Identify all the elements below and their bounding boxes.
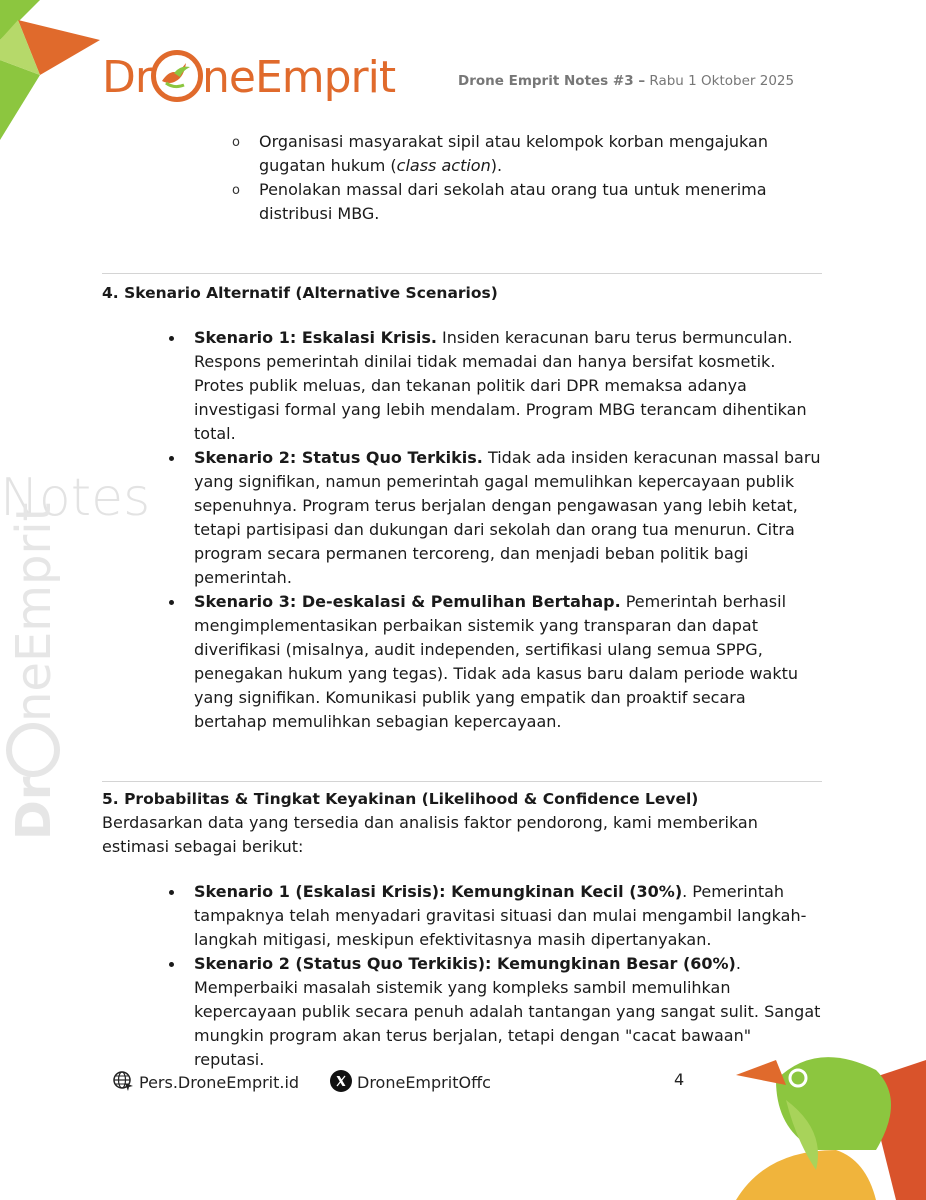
doc-title: Drone Emprit Notes #3 –: [458, 73, 646, 89]
list-item: Skenario 2 (Status Quo Terkikis): Kemungkinan Besar (60%). Memperbaiki masalah sistemik yang kompleks sambil memulihkan kepercayaan publik secara penuh adalah tantangan yang sangat sulit. Sangat mungkin program akan terus berjalan, tetapi dengan "cacat bawaan" reputasi.: [194, 952, 822, 1072]
footer-website[interactable]: Pers.DroneEmprit.id: [112, 1070, 299, 1092]
watermark-notes: Notes: [0, 470, 150, 528]
scenario-list: [102, 326, 822, 734]
list-item: o Penolakan massal dari sekolah atau orang tua untuk menerima distribusi MBG.: [259, 178, 819, 226]
intro-list: [102, 130, 819, 226]
list-item: Skenario 3: De-eskalasi & Pemulihan Bertahap. Pemerintah berhasil mengimplementasikan perbaikan sistemik yang transparan dan dapat diverifikasi (misalnya, audit independen, sertifikasi ulang semua SPPG, penegakan hukum yang tegas). Tidak ada kasus baru dalam periode waktu yang signifikan. Komunikasi publik yang empatik dan proaktif secara bertahap memulihkan sebagian kepercayaan.: [194, 590, 822, 734]
probability-list: [102, 880, 822, 1072]
logo-part2: ne: [201, 52, 255, 103]
list-item: Skenario 1 (Eskalasi Krisis): Kemungkinan Kecil (30%). Pemerintah tampaknya telah menyadari gravitasi situasi dan mulai mengambil langkah-langkah mitigasi, meskipun efektivitasnya masih dipertanyakan.: [194, 880, 822, 952]
header-meta: [458, 73, 794, 89]
logo-part1: Dr: [102, 52, 152, 103]
list-item: Skenario 2: Status Quo Terkikis. Tidak ada insiden keracunan massal baru yang signifikan, namun pemerintah gagal memulihkan kepercayaan publik sepenuhnya. Program terus berjalan dengan pengawasan yang lebih ketat, tetapi partisipasi dan dukungan dari sekolah dan orang tua menurun. Citra program secara permanen tercoreng, dan menjadi beban politik bagi pemerintah.: [194, 446, 822, 590]
logo-bird-icon: [151, 50, 203, 102]
section-5-title: 5. Probabilitas & Tingkat Keyakinan (Likelihood & Confidence Level): [102, 790, 699, 808]
divider: [102, 273, 822, 274]
list-item: o Organisasi masyarakat sipil atau kelompok korban mengajukan gugatan hukum (class action).: [259, 130, 819, 178]
section-5-intro: Berdasarkan data yang tersedia dan analisis faktor pendorong, kami memberikan estimasi sebagai berikut:: [102, 813, 758, 856]
logo-part3: Emprit: [254, 52, 396, 103]
page-number: 4: [674, 1070, 685, 1089]
corner-decoration-top-left: [0, 0, 110, 150]
list-item: Skenario 1: Eskalasi Krisis. Insiden keracunan baru terus bermunculan. Respons pemerintah dinilai tidak memadai dan hanya bersifat kosmetik. Protes publik meluas, dan tekanan politik dari DPR memaksa adanya investigasi formal yang lebih mendalam. Program MBG terancam dihentikan total.: [194, 326, 822, 446]
watermark-brand-b: neEmprit: [6, 502, 62, 722]
logo: [102, 50, 395, 103]
page-content: [102, 130, 822, 1072]
globe-icon: [112, 1070, 134, 1092]
footer-twitter[interactable]: DroneEmpritOffc: [330, 1070, 491, 1092]
doc-date: Rabu 1 Oktober 2025: [649, 73, 795, 89]
watermark-brand-a: Dr: [6, 776, 62, 840]
divider: [102, 781, 822, 782]
x-logo-icon: [330, 1070, 352, 1092]
corner-decoration-bottom-right: [726, 1040, 926, 1200]
section-4-title: 4. Skenario Alternatif (Alternative Scenarios): [102, 284, 498, 302]
